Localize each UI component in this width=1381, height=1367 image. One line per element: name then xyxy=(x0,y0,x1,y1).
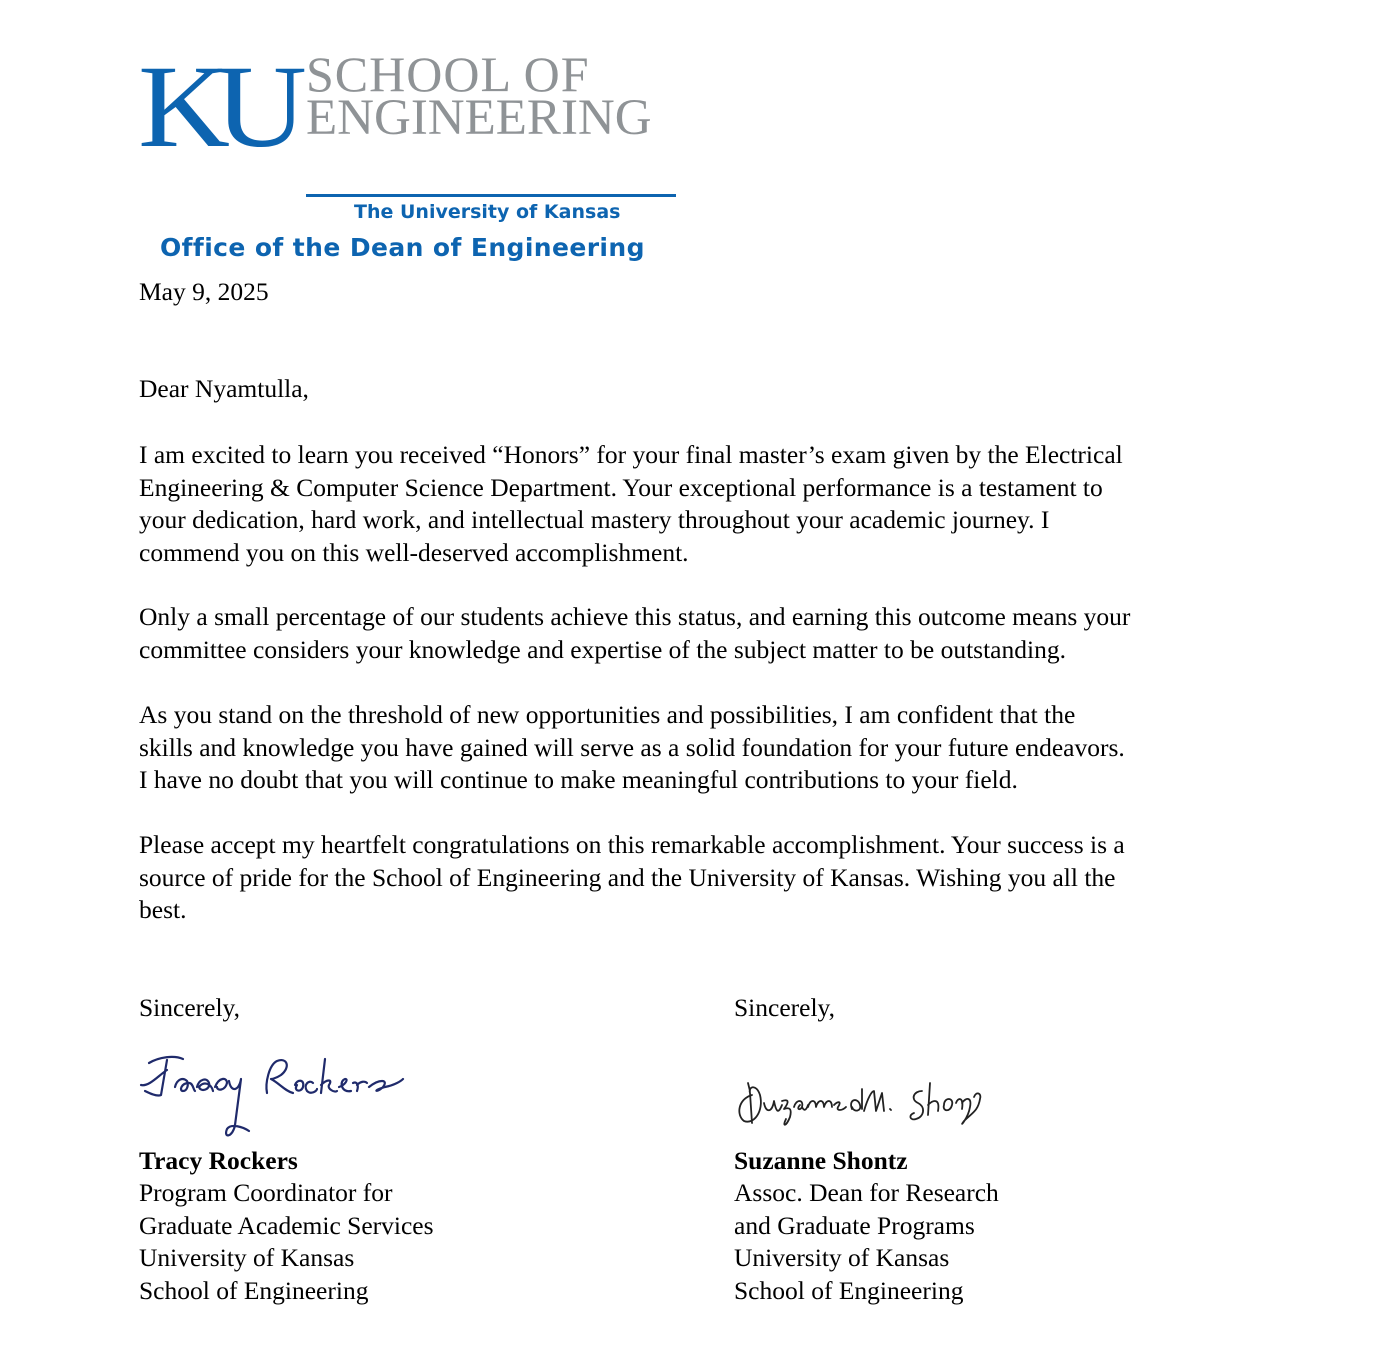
handwritten-signature-2 xyxy=(734,1035,1034,1145)
signatory-title-line: Assoc. Dean for Research xyxy=(734,1178,999,1207)
body-paragraph-2 xyxy=(139,601,1249,666)
signatory-title-line: Program Coordinator for xyxy=(139,1178,393,1207)
body-paragraph-1 xyxy=(139,439,1249,569)
paragraph-line: committee considers your knowledge and expertise of the subject matter to be outstanding. xyxy=(139,634,1066,664)
paragraph-line: Only a small percentage of our students achieve this status, and earning this outcome means your xyxy=(139,602,1131,631)
school-name xyxy=(306,46,652,146)
signature-block-1 xyxy=(139,992,434,1307)
signatory-title-line: University of Kansas xyxy=(734,1243,950,1272)
paragraph-line: commend you on this well-deserved accomplishment. xyxy=(139,537,689,567)
body-paragraph-4 xyxy=(139,829,1249,927)
signatory-name: Suzanne Shontz xyxy=(734,1145,908,1175)
signatory-title-line: School of Engineering xyxy=(734,1275,964,1305)
letter-date: May 9, 2025 xyxy=(139,277,269,306)
paragraph-line: Engineering & Computer Science Department. Your exceptional performance is a testament to xyxy=(139,472,1103,502)
ku-logo-mark: KU xyxy=(138,41,292,172)
signature-block-2 xyxy=(734,992,1034,1307)
signatory-name: Tracy Rockers xyxy=(139,1145,298,1175)
letterhead-rule xyxy=(306,194,676,197)
letterhead-logo xyxy=(138,41,698,262)
body-paragraph-3 xyxy=(139,699,1249,797)
paragraph-line: I am excited to learn you received “Honors” for your final master’s exam given by the Electrical xyxy=(139,440,1123,469)
closing: Sincerely, xyxy=(139,993,241,1022)
paragraph-line: Please accept my heartfelt congratulations on this remarkable accomplishment. Your success is a xyxy=(139,830,1125,859)
paragraph-line: I have no doubt that you will continue to make meaningful contributions to your field. xyxy=(139,765,1018,794)
salutation: Dear Nyamtulla, xyxy=(139,374,309,403)
school-name-line-1: SCHOOL OF xyxy=(306,46,590,102)
signatory-title-line: Graduate Academic Services xyxy=(139,1210,434,1240)
signatory-title-line: School of Engineering xyxy=(139,1275,369,1305)
closing: Sincerely, xyxy=(734,993,836,1022)
office-name: Office of the Dean of Engineering xyxy=(160,233,645,262)
paragraph-line: best. xyxy=(139,895,187,924)
signatory-title-line: and Graduate Programs xyxy=(734,1210,975,1240)
paragraph-line: your dedication, hard work, and intellectual mastery throughout your academic journey. I xyxy=(139,505,1050,534)
paragraph-line: source of pride for the School of Engineering and the University of Kansas. Wishing you all the xyxy=(139,862,1116,892)
paragraph-line: skills and knowledge you have gained will serve as a solid foundation for your future endeavors. xyxy=(139,732,1125,762)
signatory-title-line: University of Kansas xyxy=(139,1243,355,1272)
handwritten-signature-1 xyxy=(139,1035,429,1145)
university-name: The University of Kansas xyxy=(354,201,621,223)
paragraph-line: As you stand on the threshold of new opportunities and possibilities, I am confident that the xyxy=(139,700,1076,729)
school-name-line-2: ENGINEERING xyxy=(306,90,652,146)
